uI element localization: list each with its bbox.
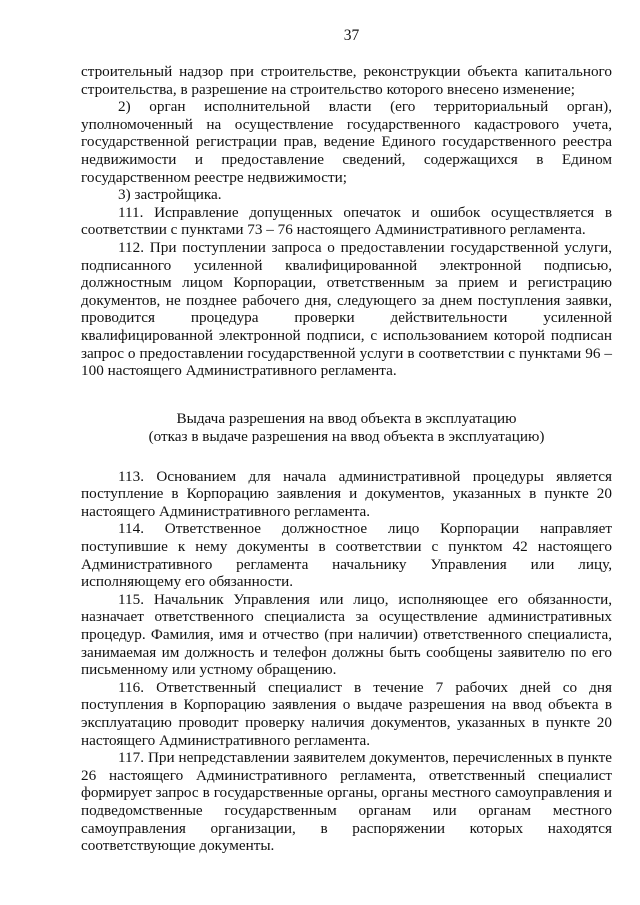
- paragraph-117: 117. При непредставлении заявителем документов, перечисленных в пункте 26 настоящего Административного регламента, ответственный специалист формирует запрос в государственные органы, органы местного самоуправления и подведомственные государственным органам или органам местного самоуправления организации, в распоряжении которых находятся соответствующие документы.: [81, 749, 612, 855]
- section-heading-line-1: Выдача разрешения на ввод объекта в эксплуатацию: [176, 409, 517, 427]
- section-heading-line-2: (отказ в выдаче разрешения на ввод объекта в эксплуатацию): [148, 427, 545, 445]
- bottom-paragraphs: [81, 468, 612, 855]
- section-heading: [81, 410, 612, 446]
- paragraph-114: 114. Ответственное должностное лицо Корпорации направляет поступившие к нему документы в соответствии с пунктом 42 настоящего Административного регламента начальнику Управления или лицу, исполняющему его обязанности.: [81, 520, 612, 591]
- paragraph-item-2: 2) орган исполнительной власти (его территориальный орган), уполномоченный на осуществление государственного кадастрового учета, государственной регистрации прав, ведение Единого государственного реестра недвижимости и предоставление сведений, содержащихся в Едином государственном реестре недвижимости;: [81, 98, 612, 186]
- top-paragraphs: [81, 63, 612, 380]
- paragraph-111: 111. Исправление допущенных опечаток и ошибок осуществляется в соответствии с пунктами 73 – 76 настоящего Административного регламента.: [81, 203, 612, 239]
- paragraph-112: 112. При поступлении запроса о предоставлении государственной услуги, подписанного усиленной квалифицированной электронной подписью, должностным лицом Корпорации, ответственным за прием и регистрацию документов, не позднее рабочего дня, следующего за днем поступления заявки, проводится процедура проверки действительности усиленной квалифицированной электронной подписи, с использованием которой подписан запрос о предоставлении государственной услуги в соответствии с пунктами 96 – 100 настоящего Административного регламента.: [81, 238, 612, 380]
- paragraph-continuation: строительный надзор при строительстве, реконструкции объекта капитального строительства, в разрешение на строительство которого внесено изменение;: [81, 63, 612, 98]
- page-number: 37: [343, 27, 360, 44]
- paragraph-115: 115. Начальник Управления или лицо, исполняющее его обязанности, назначает ответственного специалиста за осуществление административных процедур. Фамилия, имя и отчество (при наличии) ответственного специалиста, занимаемая им должность и телефон должны быть сообщены заявителю по его письменному или устному обращению.: [81, 590, 612, 679]
- paragraph-item-3: 3) застройщика.: [118, 186, 222, 204]
- paragraph-113: 113. Основанием для начала административной процедуры является поступление в Корпорацию заявления и документов, указанных в пункте 20 настоящего Административного регламента.: [81, 467, 612, 520]
- paragraph-116: 116. Ответственный специалист в течение 7 рабочих дней со дня поступления в Корпорацию заявления о выдаче разрешения на ввод объекта в эксплуатацию проводит проверку наличия документов, указанных в пункте 20 настоящего Административного регламента.: [81, 678, 612, 749]
